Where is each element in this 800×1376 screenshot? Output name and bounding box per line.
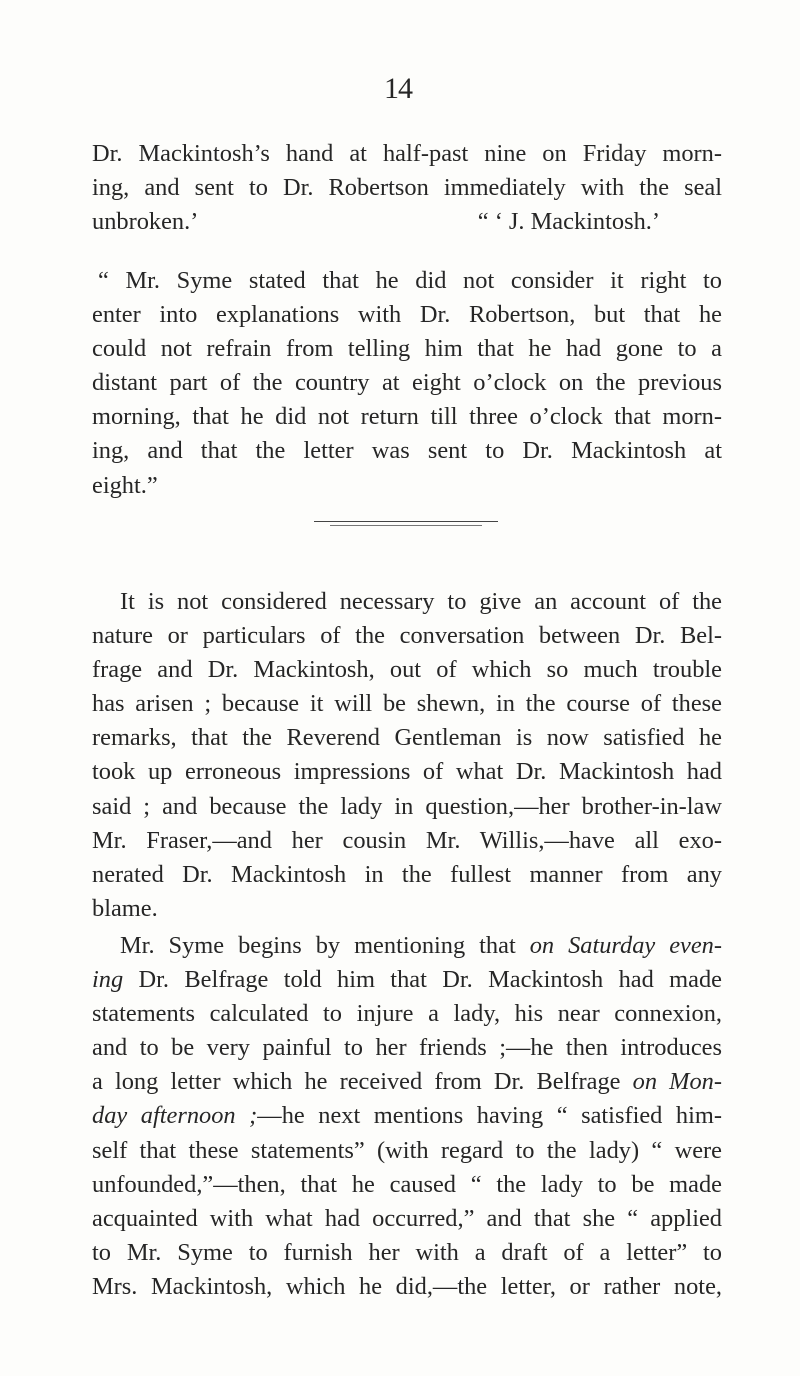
text-run: Mr. Syme begins by mentioning that	[120, 932, 530, 959]
section-divider	[314, 521, 498, 522]
text-line: unbroken.’	[92, 208, 199, 236]
text-line: Mrs. Mackintosh, which he did,—the letter, or rather note,	[92, 1272, 722, 1300]
text-line: remarks, that the Reverend Gentleman is now satisfied he	[92, 724, 722, 752]
text-line: morning, that he did not return till three o’clock that morn-	[92, 403, 722, 431]
text-run: a long letter which he received from Dr. Belfrage	[92, 1068, 633, 1096]
text-line: nature or particulars of the conversation between Dr. Bel-	[92, 622, 722, 650]
italic-run: day afternoon ;	[92, 1102, 258, 1130]
italic-run: on Mon-	[632, 1068, 722, 1096]
text-line: nerated Dr. Mackintosh in the fullest manner from any	[92, 860, 722, 888]
text-line: self that these statements” (with regard to the lady) “ were	[92, 1136, 722, 1164]
text-line: ing, and that the letter was sent to Dr. Mackintosh at	[92, 437, 722, 465]
text-line	[92, 963, 722, 997]
italic-run: on Saturday even-	[529, 932, 722, 959]
paragraph-3	[92, 585, 722, 926]
text-line: distant part of the country at eight o’clock on the previous	[92, 369, 722, 397]
text-line: It is not considered necessary to give an account of the	[120, 588, 722, 615]
closing-line	[92, 205, 722, 239]
signature: “ ‘ J. Mackintosh.’	[477, 208, 660, 236]
page-number: 14	[384, 72, 412, 105]
text-line: took up erroneous impressions of what Dr. Mackintosh had	[92, 758, 722, 786]
text-line: eight.”	[92, 471, 158, 499]
text-line: has arisen ; because it will be shewn, in the course of these	[92, 690, 722, 718]
italic-run: ing	[92, 966, 124, 994]
text-line: statements calculated to injure a lady, his near connexion,	[92, 1000, 722, 1028]
text-line: Dr. Mackintosh’s hand at half-past nine on Friday morn-	[92, 140, 722, 167]
text-line: “ Mr. Syme stated that he did not consider it right to	[98, 267, 722, 294]
text-line: said ; and because the lady in question,—her brother-in-law	[92, 792, 722, 820]
text-line	[92, 1099, 722, 1133]
text-line: enter into explanations with Dr. Robertson, but that he	[92, 301, 722, 329]
paragraph-2	[92, 264, 722, 503]
text-line: Mr. Fraser,—and her cousin Mr. Willis,—have all exo-	[92, 826, 722, 854]
text-line: blame.	[92, 894, 158, 922]
text-line: frage and Dr. Mackintosh, out of which so much trouble	[92, 656, 722, 684]
text-line	[92, 929, 722, 963]
text-line: unfounded,”—then, that he caused “ the lady to be made	[92, 1170, 722, 1198]
text-line: could not refrain from telling him that he had gone to a	[92, 335, 722, 363]
text-line: acquainted with what had occurred,” and that she “ applied	[92, 1204, 722, 1232]
text-run: Dr. Belfrage told him that Dr. Mackintosh had made	[123, 966, 722, 994]
paragraph-4	[92, 929, 722, 1304]
text-line: to Mr. Syme to furnish her with a draft of a letter” to	[92, 1238, 722, 1266]
section-divider-inner	[330, 525, 482, 526]
paragraph-1	[92, 137, 722, 239]
text-run: —he next mentions having “ satisfied him-	[257, 1102, 722, 1130]
text-line: ing, and sent to Dr. Robertson immediately with the seal	[92, 174, 722, 202]
text-line	[92, 1065, 722, 1099]
text-line: and to be very painful to her friends ;—he then introduces	[92, 1034, 722, 1062]
